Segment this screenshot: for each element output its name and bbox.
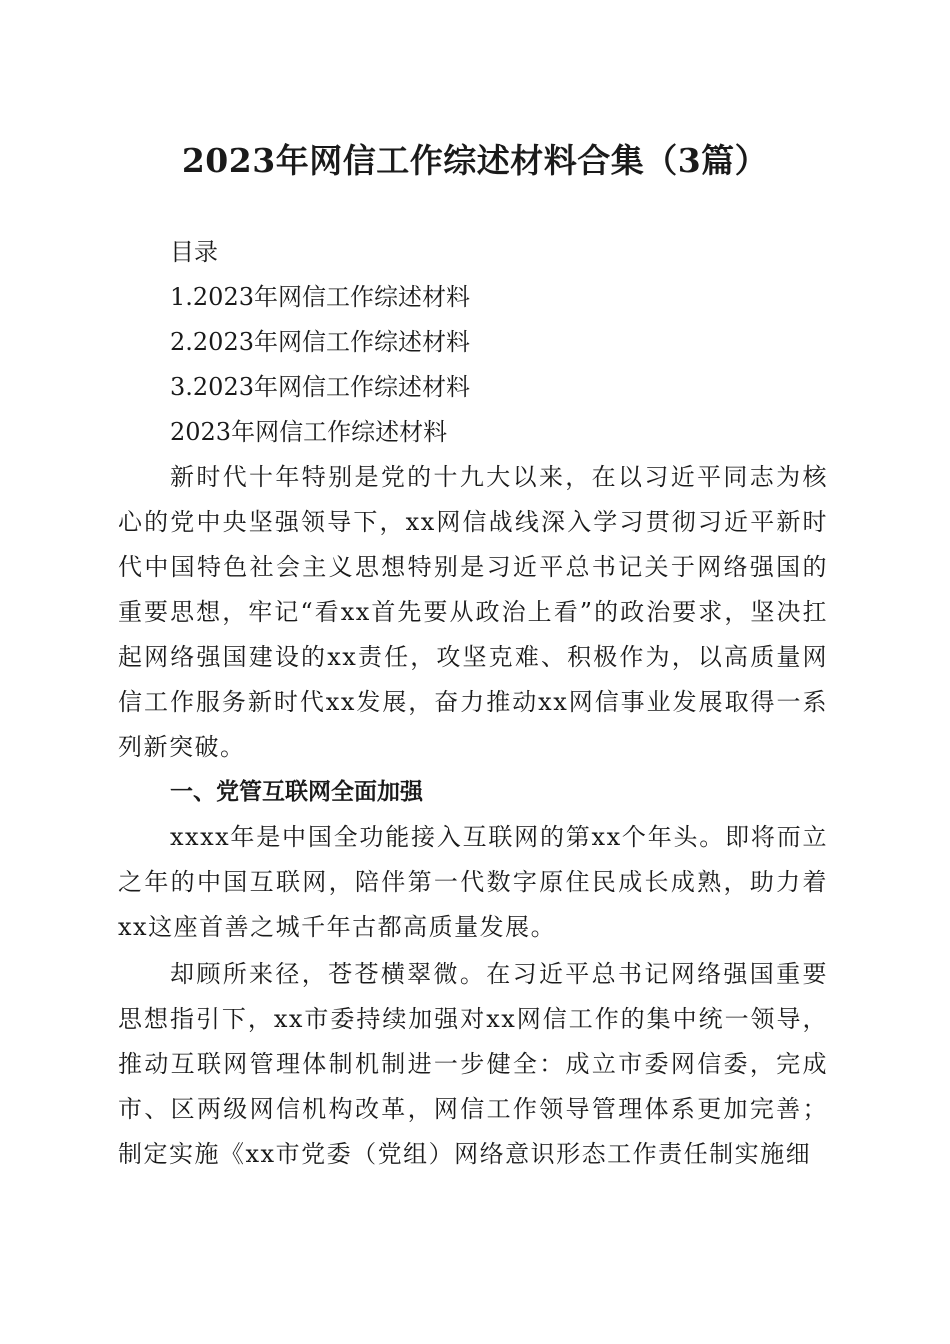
toc-item-3[interactable]: 3.2023年网信工作综述材料 — [170, 373, 470, 401]
paragraph-2: 却顾所来径，苍苍横翠微。在习近平总书记网络强国重要思想指引下，xx市委持续加强对xx网信工作的集中统一领导，推动互联网管理体制机制进一步健全：成立市委网信委，完成市、区两级网信机构改革，网信工作领导管理体系更加完善；制定实施《xx市党委（党组）网络意识形态工作责任制实施细 — [118, 960, 828, 1168]
document-title: 2023年网信工作综述材料合集（3篇） — [181, 141, 769, 180]
document-body — [118, 230, 828, 1177]
paragraph-1: xxxx年是中国全功能接入互联网的第xx个年头。即将而立之年的中国互联网，陪伴第一代数字原住民成长成熟，助力着xx这座首善之城千年古都高质量发展。 — [118, 823, 828, 941]
section-heading-1: 一、党管互联网全面加强 — [170, 779, 423, 805]
section-title: 2023年网信工作综述材料 — [170, 418, 448, 446]
toc-item-1[interactable]: 1.2023年网信工作综述材料 — [170, 283, 470, 311]
intro-paragraph: 新时代十年特别是党的十九大以来，在以习近平同志为核心的党中央坚强领导下，xx网信战线深入学习贯彻习近平新时代中国特色社会主义思想特别是习近平总书记关于网络强国的重要思想，牢记“看xx首先要从政治上看”的政治要求，坚决扛起网络强国建设的xx责任，攻坚克难、积极作为，以高质量网信工作服务新时代xx发展，奋力推动xx网信事业发展取得一系列新突破。 — [118, 463, 828, 761]
toc-label: 目录 — [170, 238, 218, 266]
toc-item-2[interactable]: 2.2023年网信工作综述材料 — [170, 328, 470, 356]
